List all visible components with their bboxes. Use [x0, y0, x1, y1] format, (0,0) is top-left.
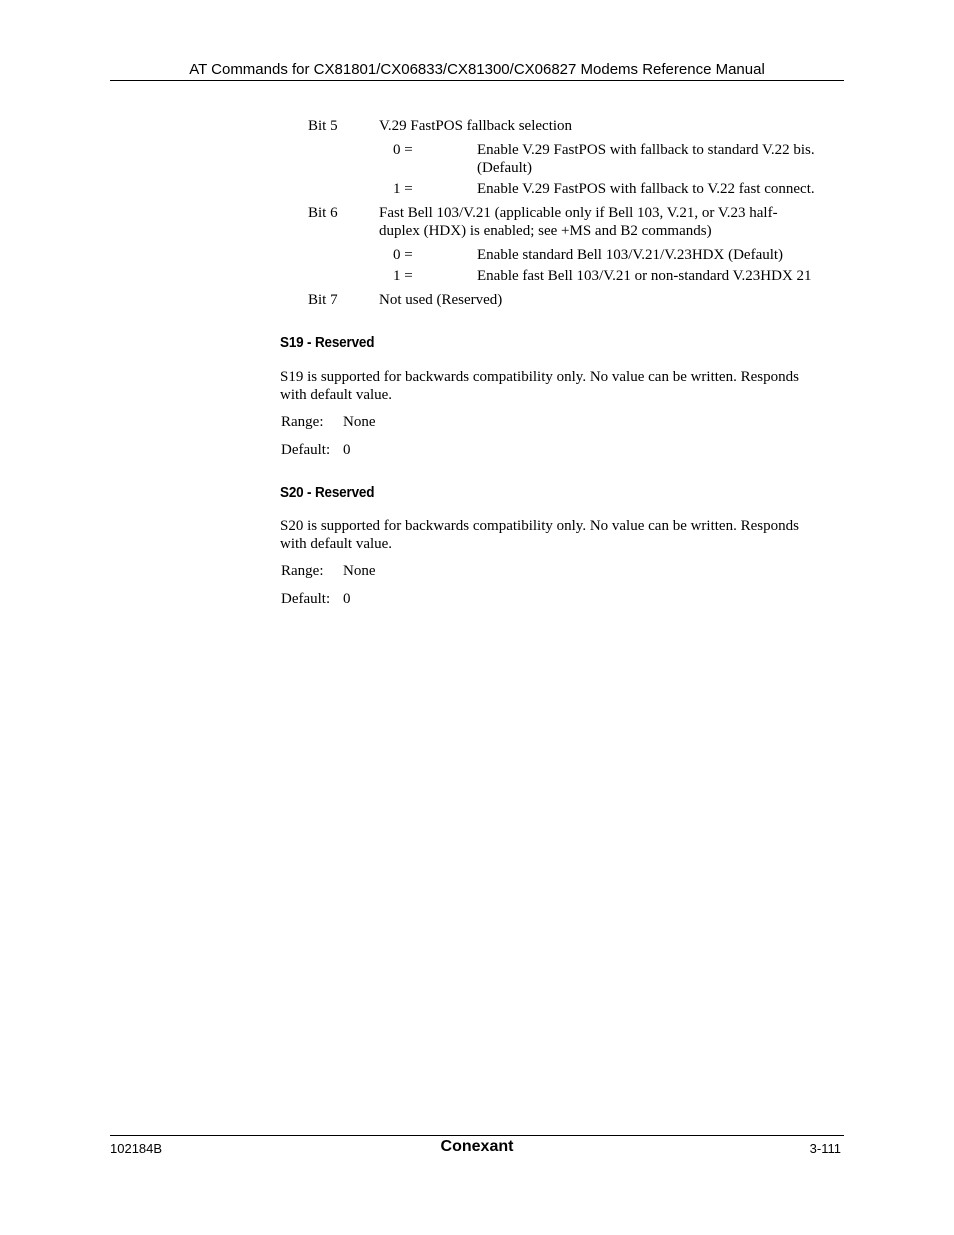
section-body: with default value. [280, 536, 393, 552]
range-value: None [343, 414, 376, 430]
option-value: 0 = [393, 247, 413, 263]
section-heading-s20: S20 - Reserved [280, 484, 375, 501]
option-text: Enable V.29 FastPOS with fallback to standard V.22 bis. [477, 142, 815, 158]
section-heading-s19: S19 - Reserved [280, 334, 375, 351]
default-value: 0 [343, 442, 351, 458]
running-header: AT Commands for CX81801/CX06833/CX81300/CX06827 Modems Reference Manual [189, 61, 765, 78]
option-value: 1 = [393, 181, 413, 197]
bit-label: Bit 5 [308, 118, 338, 134]
default-value: 0 [343, 591, 351, 607]
default-label: Default: [281, 591, 331, 607]
section-body: S19 is supported for backwards compatibility only. No value can be written. Responds [280, 369, 799, 385]
bit-label: Bit 7 [308, 292, 338, 308]
option-text: Enable standard Bell 103/V.21/V.23HDX (Default) [477, 247, 784, 263]
document-number: 102184B [110, 1141, 163, 1156]
option-value: 0 = [393, 142, 413, 158]
option-text: (Default) [477, 160, 532, 176]
option-value: 1 = [393, 268, 413, 284]
bit-description: V.29 FastPOS fallback selection [379, 118, 573, 134]
default-label: Default: [281, 442, 331, 458]
range-value: None [343, 563, 376, 579]
header-rule [110, 80, 844, 81]
bit-description: Fast Bell 103/V.21 (applicable only if Bell 103, V.21, or V.23 half- [379, 205, 778, 221]
footer-rule [110, 1135, 844, 1136]
bit-description: duplex (HDX) is enabled; see +MS and B2 commands) [379, 223, 712, 239]
section-body: S20 is supported for backwards compatibility only. No value can be written. Responds [280, 518, 799, 534]
page-number: 3-111 [809, 1141, 841, 1156]
range-label: Range: [281, 414, 324, 430]
bit-label: Bit 6 [308, 205, 338, 221]
section-body: with default value. [280, 387, 393, 403]
bit-description: Not used (Reserved) [379, 292, 503, 308]
option-text: Enable fast Bell 103/V.21 or non-standard V.23HDX 21 [477, 268, 812, 284]
company-name: Conexant [440, 1138, 514, 1155]
range-label: Range: [281, 563, 324, 579]
option-text: Enable V.29 FastPOS with fallback to V.22 fast connect. [477, 181, 815, 197]
